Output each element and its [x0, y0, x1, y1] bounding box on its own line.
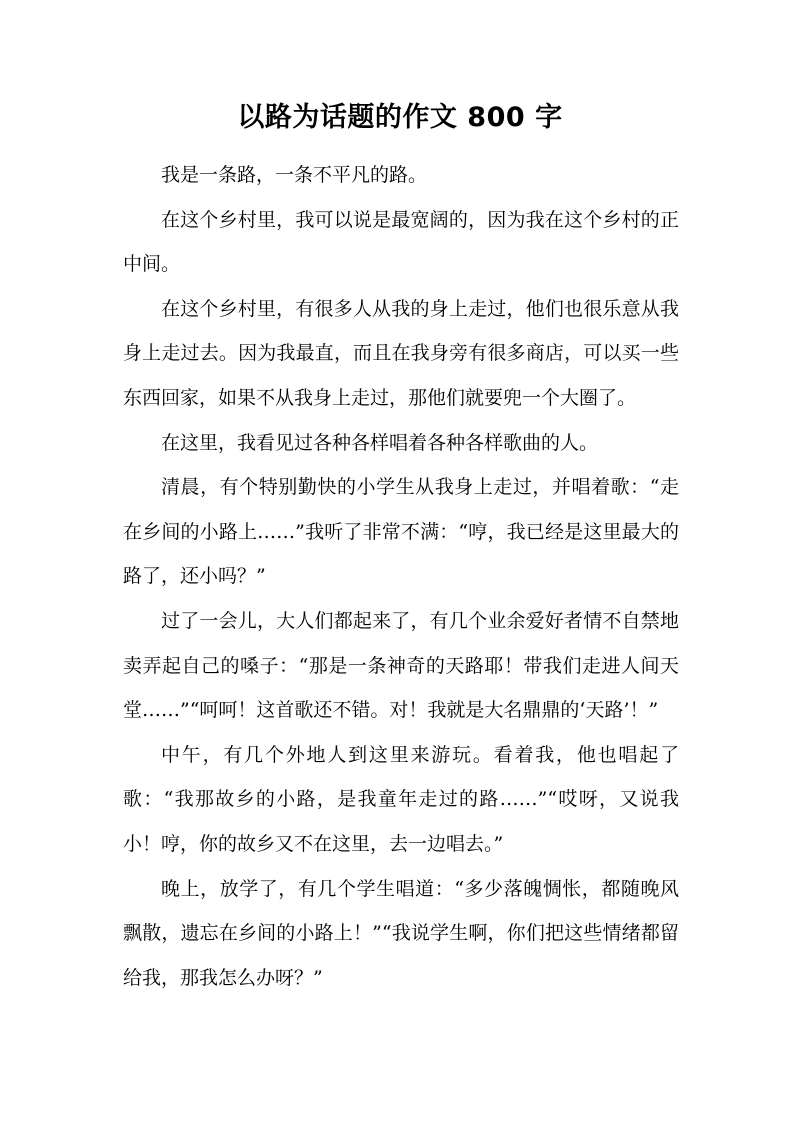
document-body — [123, 153, 679, 1000]
paragraph: 清晨，有个特别勤快的小学生从我身上走过，并唱着歌：“走在乡间的小路上……”我听了非常不满：“哼，我已经是这里最大的路了，还小吗？” — [123, 476, 679, 588]
paragraph: 在这个乡村里，我可以说是最宽阔的，因为我在这个乡村的正中间。 — [123, 208, 679, 276]
paragraph: 晚上，放学了，有几个学生唱道：“多少落魄惆怅，都随晚风飘散，遗忘在乡间的小路上！”“我说学生啊，你们把这些情绪都留给我，那我怎么办呀？” — [123, 877, 679, 989]
paragraph: 过了一会儿，大人们都起来了，有几个业余爱好者情不自禁地卖弄起自己的嗓子：“那是一条神奇的天路耶！带我们走进人间天堂……”“呵呵！这首歌还不错。对！我就是大名鼎鼎的‘天路’！” — [123, 609, 679, 722]
paragraph: 我是一条路，一条不平凡的路。 — [161, 164, 428, 186]
paragraph: 在这个乡村里，有很多人从我的身上走过，他们也很乐意从我身上走过去。因为我最直，而且在我身旁有很多商店，可以买一些东西回家，如果不从我身上走过，那他们就要兜一个大圈了。 — [123, 297, 679, 409]
paragraph: 在这里，我看见过各种各样唱着各种各样歌曲的人。 — [161, 431, 599, 454]
document-title: 以路为话题的作文 800 字 — [237, 102, 563, 133]
paragraph: 中午，有几个外地人到这里来游玩。看着我，他也唱起了歌：“我那故乡的小路，是我童年走过的路……”“哎呀，又说我小！哼，你的故乡又不在这里，去一边唱去。” — [123, 743, 679, 855]
